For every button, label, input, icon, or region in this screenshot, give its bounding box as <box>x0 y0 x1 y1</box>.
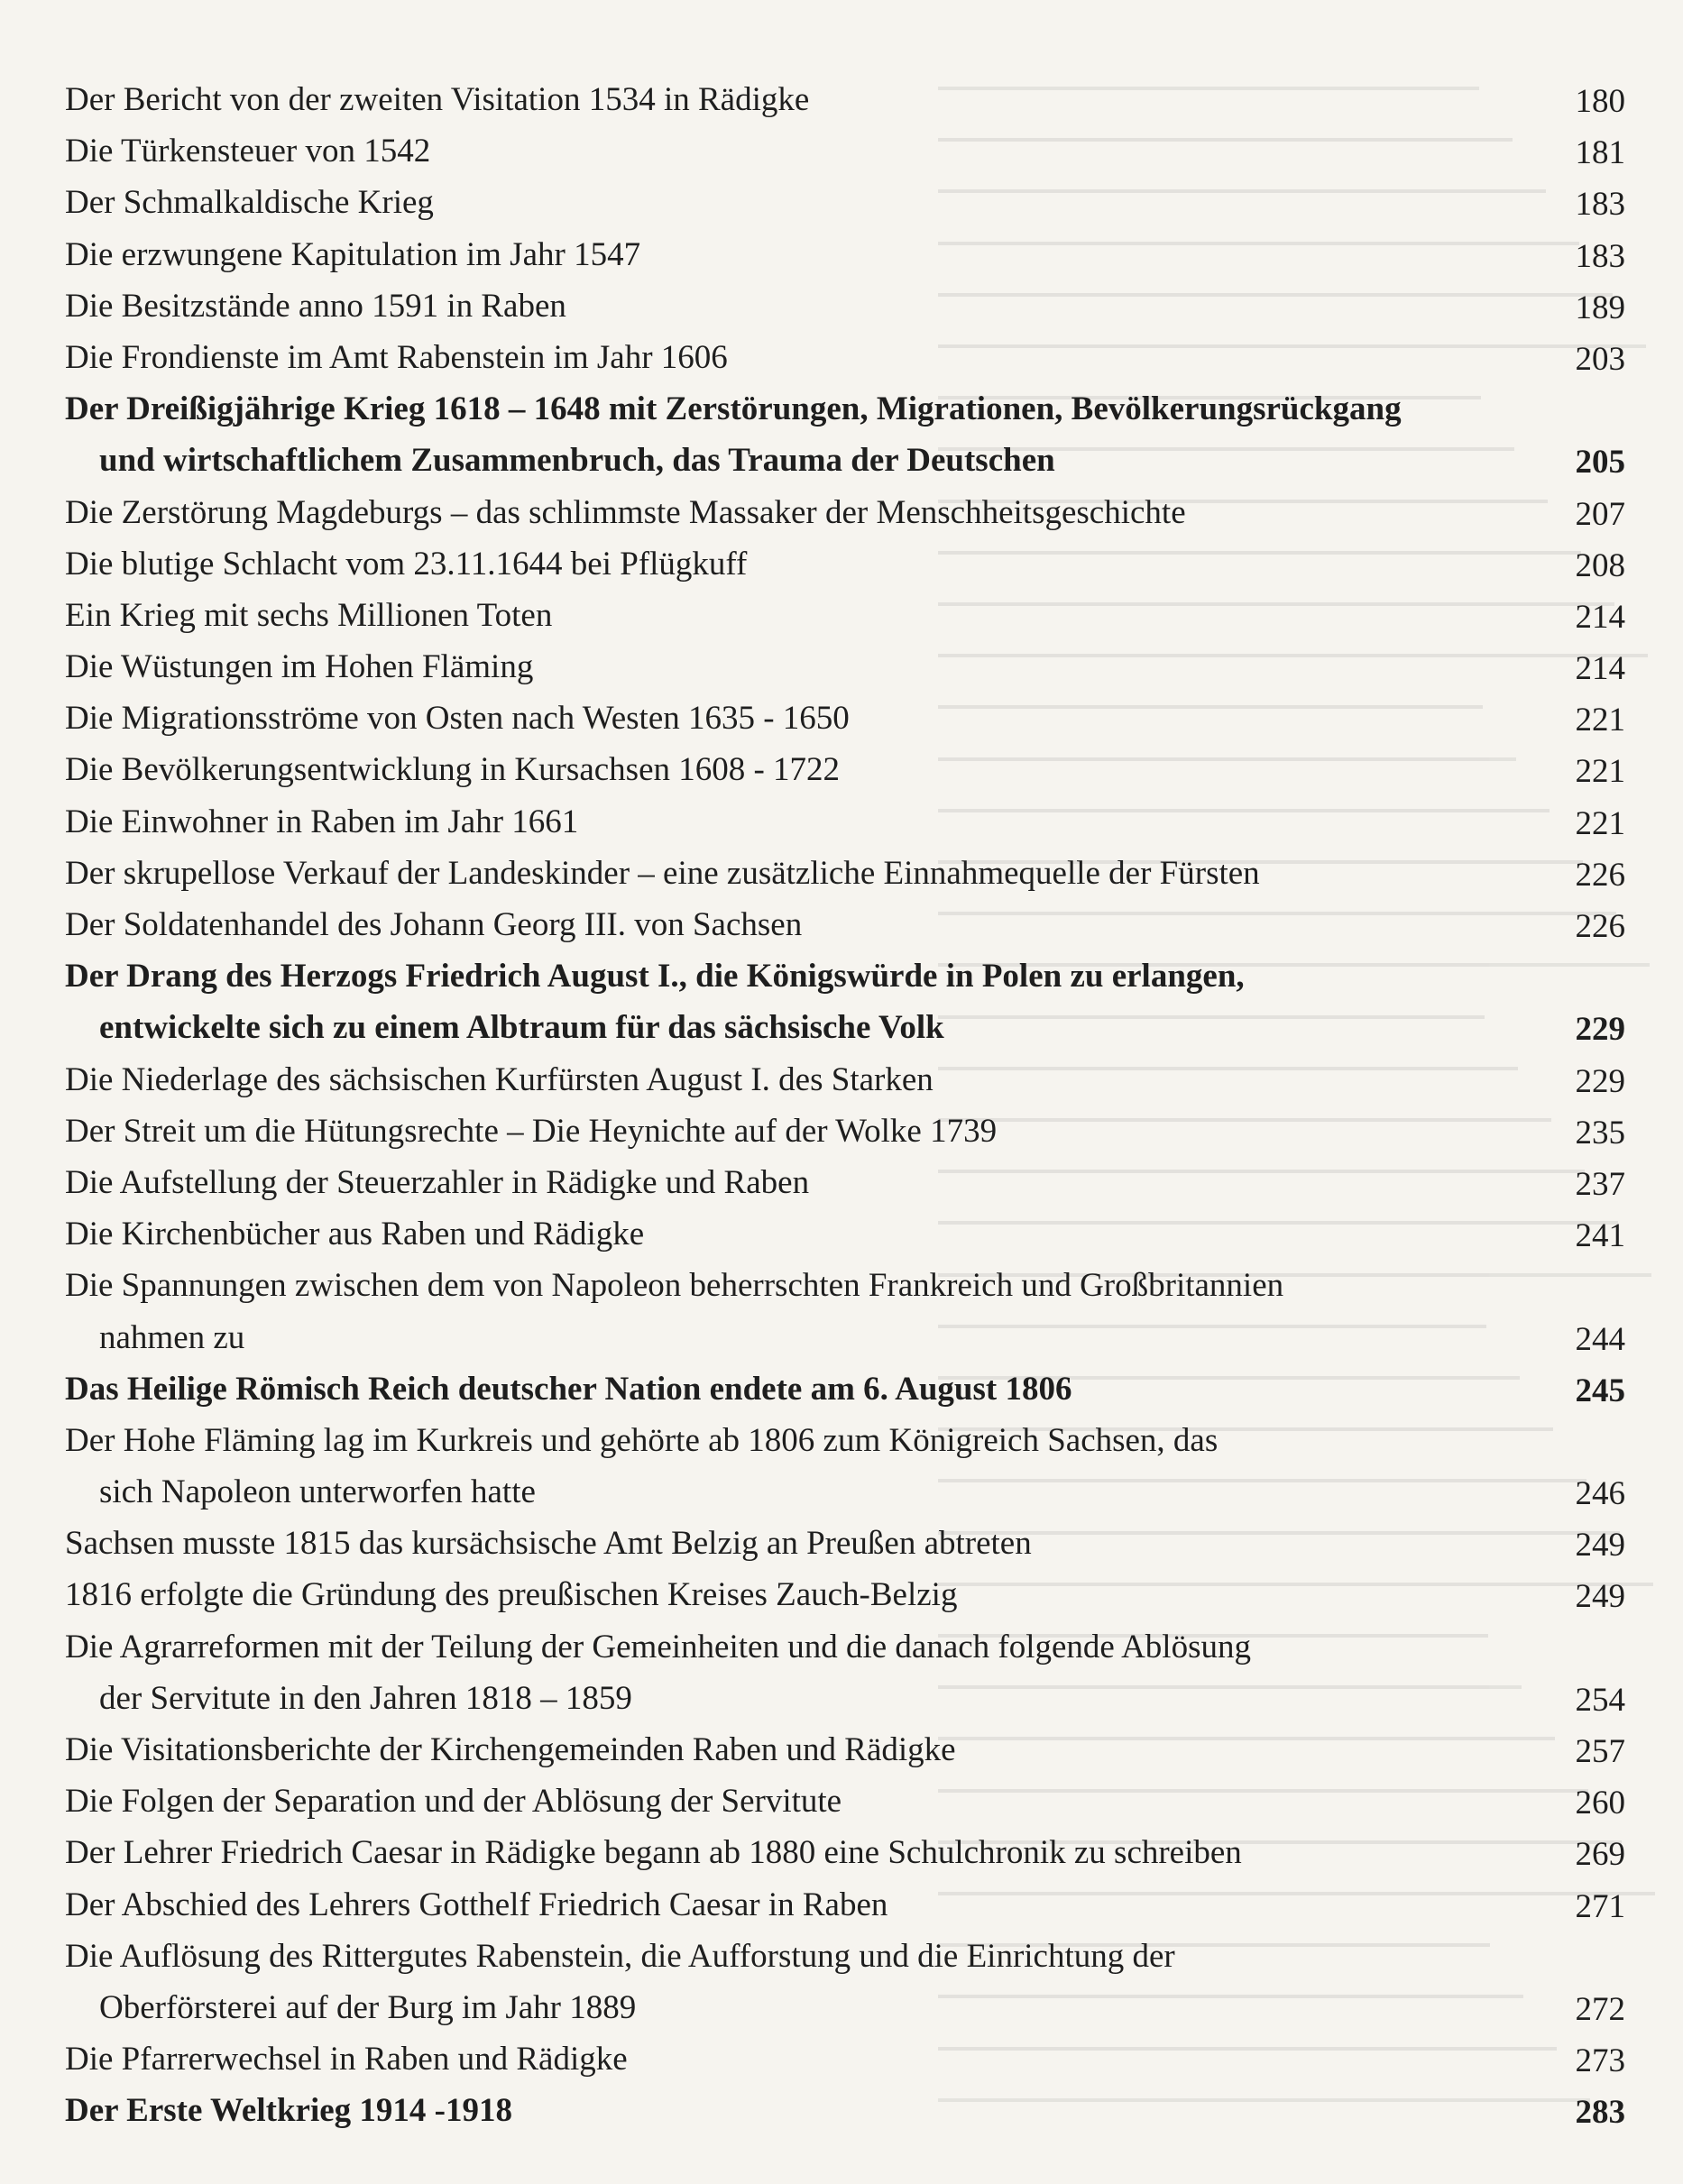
toc-entry-title: Die Aufstellung der Steuerzahler in Rädigke und Raben <box>65 1163 810 1201</box>
toc-entry <box>65 744 1625 795</box>
toc-page-number: 180 <box>1575 83 1625 120</box>
toc-entry-title: Ein Krieg mit sechs Millionen Toten <box>65 596 553 634</box>
toc-page-number: 260 <box>1575 1785 1625 1822</box>
toc-page-number: 181 <box>1575 134 1625 172</box>
table-of-contents <box>65 74 1625 2137</box>
toc-entry-title-continuation: der Servitute in den Jahren 1818 – 1859 <box>99 1679 632 1717</box>
toc-entry <box>65 1827 1625 1878</box>
toc-entry-title: Der Erste Weltkrieg 1914 -1918 <box>65 2092 512 2130</box>
toc-entry-title: Der Streit um die Hütungsrechte – Die Heynichte auf der Wolke 1739 <box>65 1112 998 1150</box>
toc-entry <box>65 1879 1625 1931</box>
toc-page-number: 183 <box>1575 237 1625 275</box>
toc-entry-title: Das Heilige Römisch Reich deutscher Nation endete am 6. August 1806 <box>65 1370 1072 1408</box>
toc-entry-title-continuation: entwickelte sich zu einem Albtraum für das sächsische Volk <box>99 1009 944 1047</box>
toc-entry-title: Die Wüstungen im Hohen Fläming <box>65 648 534 686</box>
toc-entry <box>65 1157 1625 1208</box>
toc-page-number: 273 <box>1575 2042 1625 2080</box>
toc-page-number: 229 <box>1575 1011 1625 1049</box>
toc-entry <box>65 487 1625 538</box>
toc-entry <box>65 641 1625 693</box>
toc-entry-title-continuation: nahmen zu <box>99 1318 245 1356</box>
toc-entry-title: Die blutige Schlacht vom 23.11.1644 bei Pflügkuff <box>65 545 748 583</box>
toc-entry <box>65 125 1625 177</box>
toc-entry-title-continuation: sich Napoleon unterworfen hatte <box>99 1473 536 1511</box>
toc-page-number: 207 <box>1575 495 1625 533</box>
toc-page-number: 283 <box>1575 2094 1625 2132</box>
toc-entry <box>65 796 1625 848</box>
toc-page-number: 272 <box>1575 1990 1625 2028</box>
toc-page-number: 229 <box>1575 1062 1625 1100</box>
toc-page-number: 257 <box>1575 1733 1625 1770</box>
toc-entry-title-continuation: Oberförsterei auf der Burg im Jahr 1889 <box>99 1988 637 2026</box>
toc-entry-title: Der Lehrer Friedrich Caesar in Rädigke begann ab 1880 eine Schulchronik zu schreiben <box>65 1834 1242 1872</box>
toc-entry-title: Die Spannungen zwischen dem von Napoleon beherrschten Frankreich und Großbritannien <box>65 1267 1284 1305</box>
toc-entry <box>65 280 1625 332</box>
toc-page-number: 226 <box>1575 856 1625 894</box>
toc-entry <box>65 1569 1625 1620</box>
toc-entry-title: Die Kirchenbücher aus Raben und Rädigke <box>65 1216 645 1253</box>
toc-page-number: 189 <box>1575 289 1625 326</box>
toc-entry-title: 1816 erfolgte die Gründung des preußischen Kreises Zauch-Belzig <box>65 1576 958 1614</box>
toc-chapter-entry <box>65 950 1625 1053</box>
toc-page-number: 205 <box>1575 444 1625 482</box>
toc-entry-title: Der Abschied des Lehrers Gotthelf Friedrich Caesar in Raben <box>65 1886 888 1923</box>
toc-entry-title: Der Schmalkaldische Krieg <box>65 184 434 222</box>
toc-entry-title: Die Pfarrerwechsel in Raben und Rädigke <box>65 2041 628 2078</box>
toc-entry <box>65 538 1625 590</box>
toc-page-number: 183 <box>1575 186 1625 224</box>
toc-entry-title: Die Agrarreformen mit der Teilung der Gemeinheiten und die danach folgende Ablösung <box>65 1628 1251 1666</box>
toc-page-number: 208 <box>1575 546 1625 584</box>
toc-entry <box>65 1260 1625 1363</box>
toc-page-number: 244 <box>1575 1320 1625 1358</box>
toc-page-number: 221 <box>1575 702 1625 739</box>
toc-entry-title-continuation: und wirtschaftlichem Zusammenbruch, das Trauma der Deutschen <box>99 442 1055 480</box>
toc-entry-title: Die Migrationsströme von Osten nach Westen 1635 - 1650 <box>65 700 850 738</box>
toc-entry <box>65 1208 1625 1260</box>
toc-entry <box>65 1776 1625 1827</box>
toc-chapter-entry <box>65 383 1625 486</box>
toc-entry-title: Die Niederlage des sächsischen Kurfürsten August I. des Starken <box>65 1060 933 1098</box>
toc-page-number: 214 <box>1575 598 1625 636</box>
toc-entry-title: Der Drang des Herzogs Friedrich August I., die Königswürde in Polen zu erlangen, <box>65 958 1245 996</box>
toc-entry-title: Der Soldatenhandel des Johann Georg III. von Sachsen <box>65 906 803 943</box>
toc-entry <box>65 590 1625 641</box>
toc-entry-title: Die Bevölkerungsentwicklung in Kursachsen 1608 - 1722 <box>65 751 841 789</box>
toc-entry <box>65 1106 1625 1157</box>
toc-entry-title: Der Hohe Fläming lag im Kurkreis und gehörte ab 1806 zum Königreich Sachsen, das <box>65 1421 1219 1459</box>
toc-entry-title: Die Einwohner in Raben im Jahr 1661 <box>65 803 579 840</box>
toc-page-number: 271 <box>1575 1887 1625 1925</box>
toc-page-number: 221 <box>1575 804 1625 842</box>
toc-entry <box>65 848 1625 899</box>
toc-entry-title: Der Bericht von der zweiten Visitation 1534 in Rädigke <box>65 81 810 118</box>
toc-page-number: 237 <box>1575 1165 1625 1203</box>
toc-page-number: 226 <box>1575 908 1625 945</box>
toc-page-number: 241 <box>1575 1217 1625 1255</box>
toc-page-number: 235 <box>1575 1114 1625 1152</box>
toc-entry-title: Die Besitzstände anno 1591 in Raben <box>65 287 566 325</box>
toc-entry-title: Die Auflösung des Rittergutes Rabenstein, die Aufforstung und die Einrichtung der <box>65 1937 1175 1975</box>
toc-entry <box>65 1054 1625 1106</box>
toc-entry <box>65 332 1625 383</box>
toc-entry <box>65 177 1625 228</box>
toc-page-number: 249 <box>1575 1578 1625 1616</box>
toc-page-number: 245 <box>1575 1372 1625 1409</box>
toc-entry <box>65 1621 1625 1724</box>
toc-entry-title: Der skrupellose Verkauf der Landeskinder – eine zusätzliche Einnahmequelle der Fürsten <box>65 854 1260 892</box>
toc-entry-title: Die Frondienste im Amt Rabenstein im Jahr 1606 <box>65 338 728 376</box>
toc-page-number: 214 <box>1575 650 1625 688</box>
toc-entry <box>65 229 1625 280</box>
toc-entry-title: Die erzwungene Kapitulation im Jahr 1547 <box>65 235 641 273</box>
toc-entry-title: Die Visitationsberichte der Kirchengemeinden Raben und Rädigke <box>65 1731 956 1768</box>
toc-entry <box>65 2033 1625 2085</box>
toc-page-number: 269 <box>1575 1836 1625 1874</box>
toc-entry <box>65 74 1625 125</box>
toc-page-number: 254 <box>1575 1681 1625 1719</box>
toc-entry <box>65 1415 1625 1518</box>
toc-page-number: 249 <box>1575 1527 1625 1565</box>
toc-entry-title: Sachsen musste 1815 das kursächsische Amt Belzig an Preußen abtreten <box>65 1525 1032 1563</box>
toc-chapter-entry <box>65 1363 1625 1415</box>
toc-entry-title: Die Türkensteuer von 1542 <box>65 133 431 170</box>
toc-entry <box>65 1724 1625 1776</box>
toc-page-number: 221 <box>1575 753 1625 791</box>
toc-page-number: 246 <box>1575 1475 1625 1513</box>
toc-entry <box>65 899 1625 950</box>
toc-entry-title: Die Folgen der Separation und der Ablösung der Servitute <box>65 1783 842 1821</box>
toc-chapter-entry <box>65 2085 1625 2136</box>
toc-entry-title: Die Zerstörung Magdeburgs – das schlimmste Massaker der Menschheitsgeschichte <box>65 493 1186 531</box>
toc-page-number: 203 <box>1575 340 1625 378</box>
toc-entry <box>65 693 1625 744</box>
toc-entry <box>65 1518 1625 1569</box>
toc-entry <box>65 1931 1625 2033</box>
toc-entry-title: Der Dreißigjährige Krieg 1618 – 1648 mit Zerstörungen, Migrationen, Bevölkerungsrückgang <box>65 390 1402 428</box>
